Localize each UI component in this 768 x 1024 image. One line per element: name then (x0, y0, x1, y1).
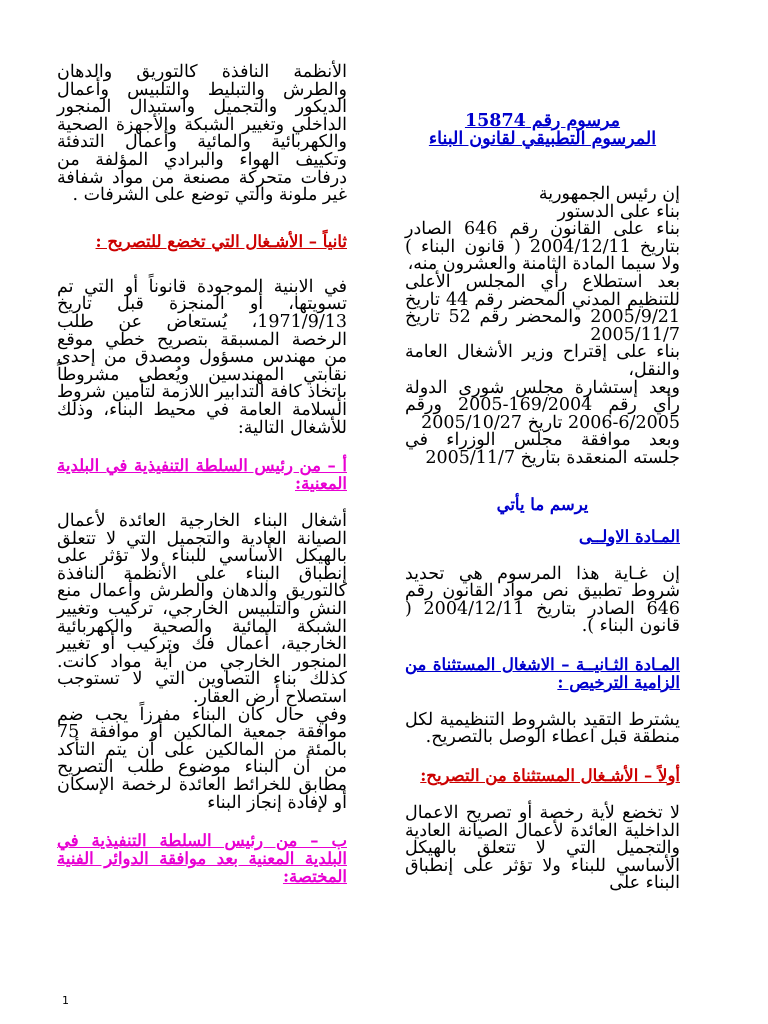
a-text-2: وفي حال كان البناء مفرزاً يجب ضم موافقة جمعية المالكين أو موافقة 75 بالمئة من المالكين على أن يتم التأكد من أن البناء موضوع طلب التصريح مطابق للخرائط العائدة لرخصة الإسكان أو لإفادة إنجاز البناء (57, 704, 347, 813)
second-text: في الابنية الموجودة قانوناً أو التي تم تسويتها، أو المنجزة قبل تاريخ 1971/9/13، يُستعاض عن طلب الرخصة المسبقة بتصريح خطي موقع من مهندس مسؤول ومصدق من إحدى نقابتي المهندسين ويُعطى مشروطاً بإتخاذ كافة التدابير اللازمة لتأمين شروط السلامة العامة في محيط البناء، وذلك للأشغال التالية: (57, 276, 347, 438)
article1-heading: المـادة الاولــى (578, 526, 680, 546)
article2-heading: المـادة الثـانيــة – الاشغال المستثناة من الزامية الترخيص : (405, 654, 680, 692)
second-heading: ثانياً – الأشـغال التي تخضع للتصريح : (95, 231, 347, 251)
preamble-line: وبعد إستشارة مجلس شورى الدولة رأي رقم 169/2004-2005 ورقم 6/2005-2006 تاريخ 2005/10/27 (405, 377, 680, 433)
article2-text: يشترط التقيد بالشروط التنظيمية لكل منطقة قبل اعطاء الوصل بالتصريح. (405, 709, 680, 748)
article1-text: إن غـاية هذا المرسوم هي تحديد شروط تطبيق نص مواد القانون رقم 646 الصادر بتاريخ 2004/12/11 ( قانون البناء ). (405, 563, 680, 637)
right-column (405, 112, 680, 893)
first-heading: أولاً – الأشـغال المستثناة من التصريح: (420, 766, 680, 786)
decrees-heading: يرسم ما يأتي (496, 494, 589, 514)
left-column (57, 64, 347, 886)
preamble-line: وبعد موافقة مجلس الوزراء في جلسته المنعقدة بتاريخ 2005/11/7 (405, 430, 680, 468)
continuation-text: الأنظمة النافذة كالتوريق والدهان والطرش والتبليط والتلبيس وأعمال الديكور والتجميل واستبدال المنجور الداخلي وتغيير الشبكة والأجهزة الصحية والكهربائية والمائية وأعمال التدفئة وتكييف الهواء والبرادي المؤلفة من درفات متحركة مصنعة من مواد شفافة غير ملونة والتي توضع على الشرفات . (57, 62, 347, 206)
a-text: أشغال البناء الخارجية العائدة لأعمال الصيانة العادية والتجميل التي لا تتعلق بالهيكل الأساسي للبناء ولا تؤثر على إنطباق البناء على الأنظمة النافذة كالتوريق والدهان والطرش وأعمال منع النش والتلبيس الخارجي، تركيب وتغيير الشبكة المائية والصحية والكهربائية الخارجية، أعمال فك وتركيب أو تغيير المنجور الخارجي من أية مواد كانت. كذلك بناء التصاوين التي لا تستوجب استصلاح أرض العقار. (57, 511, 347, 708)
preamble-line: بعد استطلاع رأي المجلس الأعلى للتنظيم المدني المحضر رقم 44 تاريخ 2005/9/21 والمحضر رقم 52 تاريخ 2005/11/7 (405, 271, 681, 345)
first-text: لا تخضع لأية رخصة أو تصريح الاعمال الداخلية العائدة لأعمال الصيانة العادية والتجميل التي لا تتعلق بالهيكل الأساسي للبناء ولا تؤثر على إنطباق البناء على (405, 803, 680, 894)
page-number: 1 (62, 994, 69, 1007)
preamble-line: بناء على الدستور (557, 201, 680, 222)
b-heading: ب – من رئيس السلطة التنفيذية في البلدية المعنية بعد موافقة الدوائر الفنية المختصة: (57, 831, 347, 887)
a-heading: أ – من رئيس السلطة التنفيذية في البلدية المعنية: (57, 456, 347, 494)
preamble-line: بناء على القانون رقم 646 الصادر بتاريخ 2004/12/11 ( قانون البناء ) ولا سيما المادة الثامنة والعشرون منه، (405, 219, 680, 275)
decree-title: مرسوم رقم 15874 (464, 111, 621, 131)
preamble-line: إن رئيس الجمهورية (538, 184, 680, 204)
preamble-line: بناء على إقتراح وزير الأشغال العامة والنقل، (405, 342, 680, 380)
decree-subtitle: المرسوم التطبيقي لقانون البناء (428, 129, 657, 149)
